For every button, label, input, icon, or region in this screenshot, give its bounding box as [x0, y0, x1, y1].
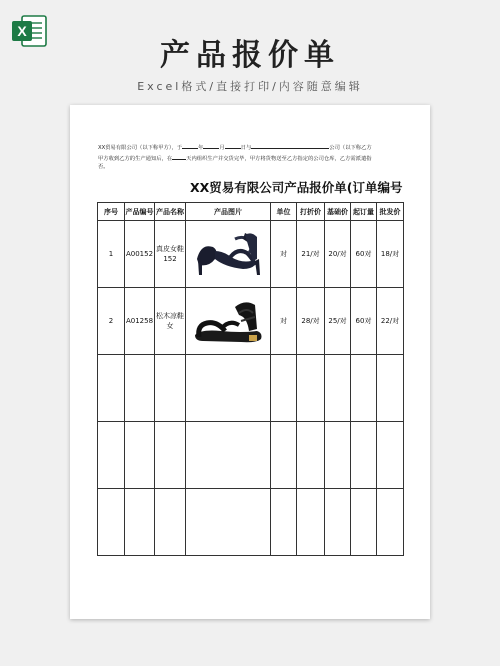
intro-text-1: XX贸易有限公司（以下称甲方），于 [98, 145, 183, 151]
blank-field [182, 142, 198, 149]
cell-code: A00152 [125, 221, 155, 288]
column-header-name: 产品名称 [155, 203, 186, 221]
cell-name: 松木凉鞋女 [155, 288, 186, 355]
cell-code: A01258 [125, 288, 155, 355]
empty-cell [351, 489, 377, 556]
empty-cell [271, 422, 297, 489]
empty-cell [377, 355, 404, 422]
empty-cell [271, 355, 297, 422]
empty-cell [186, 489, 271, 556]
excel-icon-letter: X [17, 23, 27, 39]
empty-cell [98, 355, 125, 422]
intro-text-2: 年 [198, 145, 204, 151]
cell-base: 20/对 [325, 221, 351, 288]
blank-field [251, 142, 329, 149]
empty-cell [325, 355, 351, 422]
document-title: XX贸易有限公司产品报价单(订单编号 [190, 180, 403, 195]
cell-no: 1 [98, 221, 125, 288]
empty-cell [155, 422, 186, 489]
intro-text-4: 日与 [240, 145, 252, 151]
column-header-base: 基础价 [325, 203, 351, 221]
empty-cell [125, 489, 155, 556]
cell-wholesale: 18/对 [377, 221, 404, 288]
empty-cell [98, 422, 125, 489]
empty-cell [351, 355, 377, 422]
cell-unit: 对 [271, 288, 297, 355]
table-header-row [98, 203, 404, 221]
empty-cell [297, 355, 325, 422]
document-page [70, 105, 430, 619]
column-header-image: 产品图片 [186, 203, 271, 221]
empty-cell [155, 355, 186, 422]
intro-text-5: 公司（以下称乙方 [329, 145, 372, 151]
cell-base: 25/对 [325, 288, 351, 355]
cell-discount: 28/对 [297, 288, 325, 355]
empty-cell [297, 422, 325, 489]
black-flat-sandal-image [191, 295, 265, 347]
column-header-moq: 起订量 [351, 203, 377, 221]
cell-moq: 60对 [351, 288, 377, 355]
blank-field [172, 153, 186, 160]
intro-text-7: 天内组织生产并交货完毕，甲方将货物送至乙方指定的公司仓库，乙方需派遣指 [186, 155, 372, 162]
empty-cell [125, 422, 155, 489]
empty-cell [325, 489, 351, 556]
table-row-empty [98, 489, 404, 556]
empty-cell [351, 422, 377, 489]
table-row-empty [98, 422, 404, 489]
black-high-heel-sandal-image [191, 229, 265, 279]
contract-intro [98, 142, 406, 172]
empty-cell [325, 422, 351, 489]
empty-cell [271, 489, 297, 556]
empty-cell [186, 355, 271, 422]
blank-field [225, 142, 241, 149]
column-header-discount: 打折价 [297, 203, 325, 221]
empty-cell [377, 422, 404, 489]
cell-unit: 对 [271, 221, 297, 288]
table-row [98, 221, 404, 288]
cell-name: 真皮女鞋152 [155, 221, 186, 288]
cell-image [186, 221, 271, 288]
empty-cell [155, 489, 186, 556]
empty-cell [186, 422, 271, 489]
cell-wholesale: 22/对 [377, 288, 404, 355]
table-row-empty [98, 355, 404, 422]
column-header-wholesale: 批发价 [377, 203, 404, 221]
intro-text-6: 甲方收到乙方的生产通知后，在 [98, 155, 173, 162]
empty-cell [297, 489, 325, 556]
cell-no: 2 [98, 288, 125, 355]
blank-field [203, 142, 219, 149]
cell-moq: 60对 [351, 221, 377, 288]
intro-text-3: 月 [219, 145, 225, 151]
column-header-unit: 单位 [271, 203, 297, 221]
cell-image [186, 288, 271, 355]
column-header-code: 产品编号 [125, 203, 155, 221]
cell-discount: 21/对 [297, 221, 325, 288]
page-subtitle: Excel格式/直接打印/内容随意编辑 [137, 80, 363, 93]
empty-cell [98, 489, 125, 556]
page-title: 产品报价单 [160, 38, 340, 73]
column-header-no: 序号 [98, 203, 125, 221]
empty-cell [125, 355, 155, 422]
intro-text-8: 否。 [98, 164, 109, 171]
quote-table [97, 202, 404, 556]
table-row [98, 288, 404, 355]
empty-cell [377, 489, 404, 556]
